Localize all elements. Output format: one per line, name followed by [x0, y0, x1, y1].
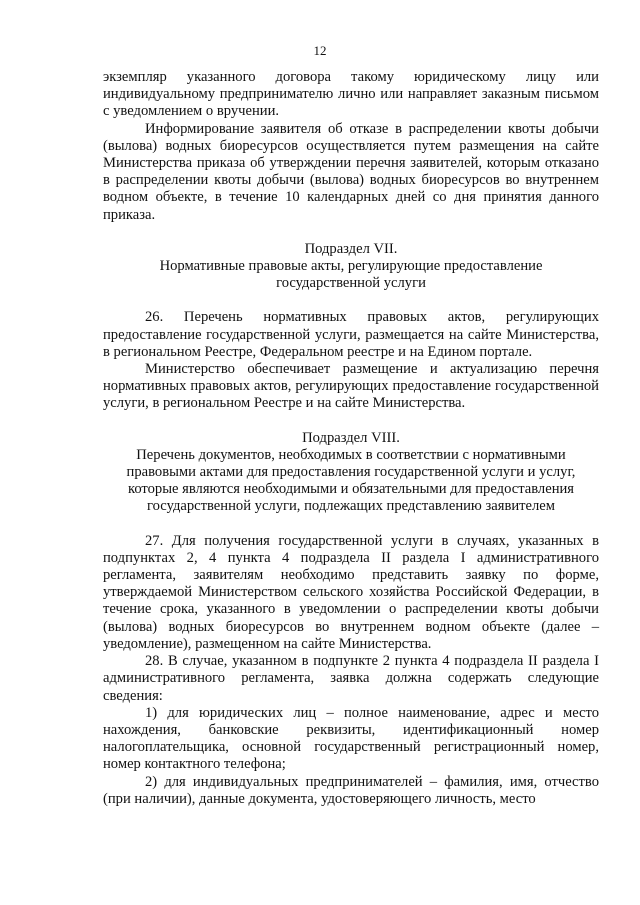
- paragraph-contract-copy: экземпляр указанного договора такому юридическому лицу или индивидуальному предпринимателю лично или направляет заказным письмом с уведомлением о вручении.: [103, 69, 599, 120]
- subsection-8-heading: Перечень документов, необходимых в соответствии с нормативными правовыми актами для предоставления государственной услуги и услуг, которые являются необходимыми и обязательными для предоставления государственной услуги, подлежащих представлению заявителем: [126, 446, 576, 515]
- paragraph-27: 27. Для получения государственной услуги в случаях, указанных в подпунктах 2, 4 пункта 4 подраздела II раздела I административного регламента, заявителям необходимо представить заявку по форме, утверждаемой Министерством сельского хозяйства Российской Федерации, в течение срока, указанного в уведомлении о распределении квоты добычи (вылова) водных биоресурсов во внутреннем водном объекте (далее – уведомление), размещенном на сайте Министерства.: [103, 532, 599, 652]
- page-number: 12: [313, 43, 327, 58]
- paragraph-26-ministry: Министерство обеспечивает размещение и актуализацию перечня нормативных правовых актов, регулирующих предоставление государственной услуги, в региональном Реестре и на сайте Министерства.: [103, 361, 599, 412]
- list-item-legal-entities: 1) для юридических лиц – полное наименование, адрес и место нахождения, банковские реквизиты, идентификационный номер налогоплательщика, основной государственный регистрационный номер, номер контактного телефона;: [103, 704, 599, 773]
- subsection-7-title: Подраздел VII.: [304, 240, 398, 257]
- subsection-8-title: Подраздел VIII.: [302, 429, 400, 446]
- subsection-7-heading: Нормативные правовые акты, регулирующие предоставление государственной услуги: [159, 258, 543, 292]
- paragraph-26: 26. Перечень нормативных правовых актов, регулирующих предоставление государственной услуги, размещается на сайте Министерства, в региональном Реестре, Федеральном реестре и на Едином портале.: [103, 309, 599, 360]
- paragraph-28: 28. В случае, указанном в подпункте 2 пункта 4 подраздела II раздела I административного регламента, заявка должна содержать следующие сведения:: [103, 653, 599, 704]
- paragraph-refusal-info: Информирование заявителя об отказе в распределении квоты добычи (вылова) водных биоресурсов осуществляется путем размещения на сайте Министерства приказа об утверждении перечня заявителей, которым отказано в распределении квоты добычи (вылова) водных биоресурсов во внутреннем водном объекте, в течение 10 календарных дней со дня принятия данного приказа.: [103, 120, 599, 223]
- list-item-entrepreneurs: 2) для индивидуальных предпринимателей – фамилия, имя, отчество (при наличии), данные документа, удостоверяющего личность, место: [103, 773, 599, 807]
- document-body: [103, 69, 599, 808]
